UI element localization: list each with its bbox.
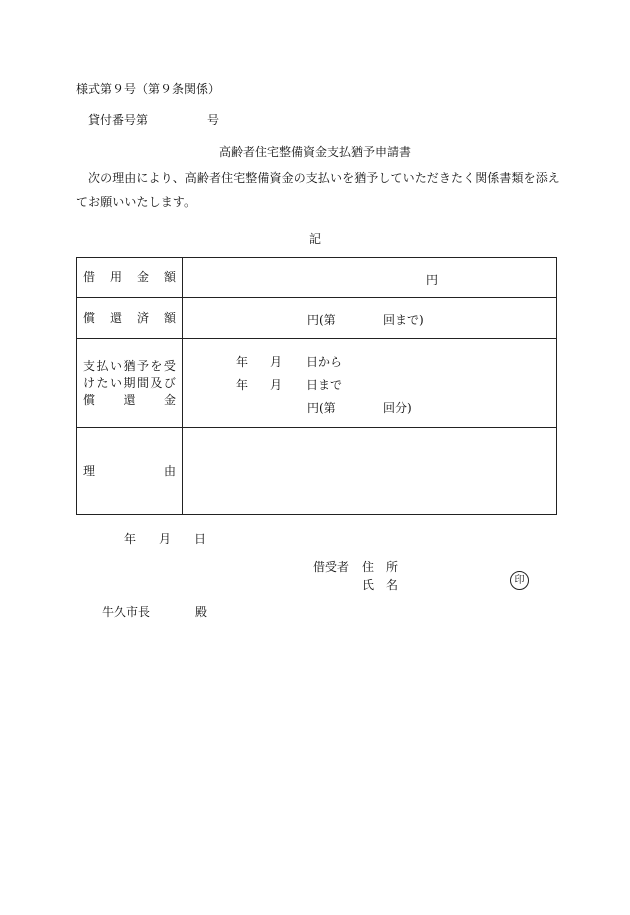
label-char: 額: [163, 270, 176, 284]
seal-label: 印: [514, 574, 525, 586]
to-month: 月: [270, 378, 283, 392]
deferral-amount-suffix: 回分): [383, 401, 412, 415]
label-char: 受: [163, 358, 176, 373]
label-char: 金: [163, 392, 176, 407]
label-char: 払: [96, 358, 109, 373]
label-char: 金: [136, 270, 149, 284]
label-char: 予: [136, 358, 149, 373]
mayor-label: 牛久市長: [102, 605, 151, 619]
date-month: 月: [159, 532, 172, 546]
name-label: 氏 名: [362, 578, 399, 592]
row-reason: [77, 428, 556, 514]
label-char: 借: [83, 270, 96, 284]
loan-number-label: 貸付番号第: [88, 113, 149, 127]
label-char: 額: [163, 310, 176, 325]
date-day: 日: [194, 532, 207, 546]
label-char: 償: [83, 392, 96, 407]
form-number: 様式第９号（第９条関係）: [76, 82, 221, 96]
borrower-label: 借受者: [313, 560, 350, 574]
deferral-period-label: [77, 339, 182, 427]
row-loan-amount: [77, 258, 556, 298]
label-char: 及: [150, 375, 163, 390]
row-deferral-period: [77, 339, 556, 428]
label-char: 償: [83, 310, 96, 325]
seal-icon: [510, 571, 529, 590]
label-char: た: [96, 375, 109, 390]
application-table: [76, 257, 557, 515]
label-char: 還: [109, 310, 122, 325]
loan-amount-label: [77, 258, 182, 297]
repaid-amount-label: [77, 298, 182, 338]
label-char: を: [150, 358, 163, 373]
date-year: 年: [124, 532, 137, 546]
document-title: 高齢者住宅整備資金支払猶予申請書: [218, 145, 411, 159]
label-char: 理: [83, 463, 96, 478]
from-day: 日から: [306, 355, 343, 369]
address-label: 住 所: [362, 560, 399, 574]
label-char: 還: [123, 392, 136, 407]
loan-number-suffix: 号: [207, 113, 220, 127]
label-char: け: [83, 375, 96, 390]
row-repaid-amount: [77, 298, 556, 339]
loan-amount-unit: 円: [426, 273, 439, 287]
label-char: 期: [123, 375, 136, 390]
label-char: 支: [83, 358, 96, 373]
label-char: 間: [136, 375, 149, 390]
ki-heading: 記: [308, 232, 321, 246]
reason-label: [77, 428, 182, 514]
to-year: 年: [236, 378, 249, 392]
label-char: い: [109, 358, 122, 373]
label-char: い: [109, 375, 122, 390]
repaid-amount-unit: 円(第: [307, 313, 336, 327]
deferral-amount-unit: 円(第: [307, 401, 336, 415]
body-text: 次の理由により、高齢者住宅整備資金の支払いを猶予していただきたく関係書類を添えてお願いいたします。: [76, 171, 560, 209]
mayor-suffix: 殿: [195, 605, 208, 619]
label-char: 用: [109, 270, 122, 284]
from-year: 年: [236, 355, 249, 369]
from-month: 月: [270, 355, 283, 369]
label-char: 由: [163, 463, 176, 478]
label-char: び: [163, 375, 176, 390]
repaid-amount-suffix: 回まで): [383, 313, 424, 327]
label-char: 猶: [123, 358, 136, 373]
label-char: 済: [136, 310, 149, 325]
to-day: 日まで: [306, 378, 343, 392]
